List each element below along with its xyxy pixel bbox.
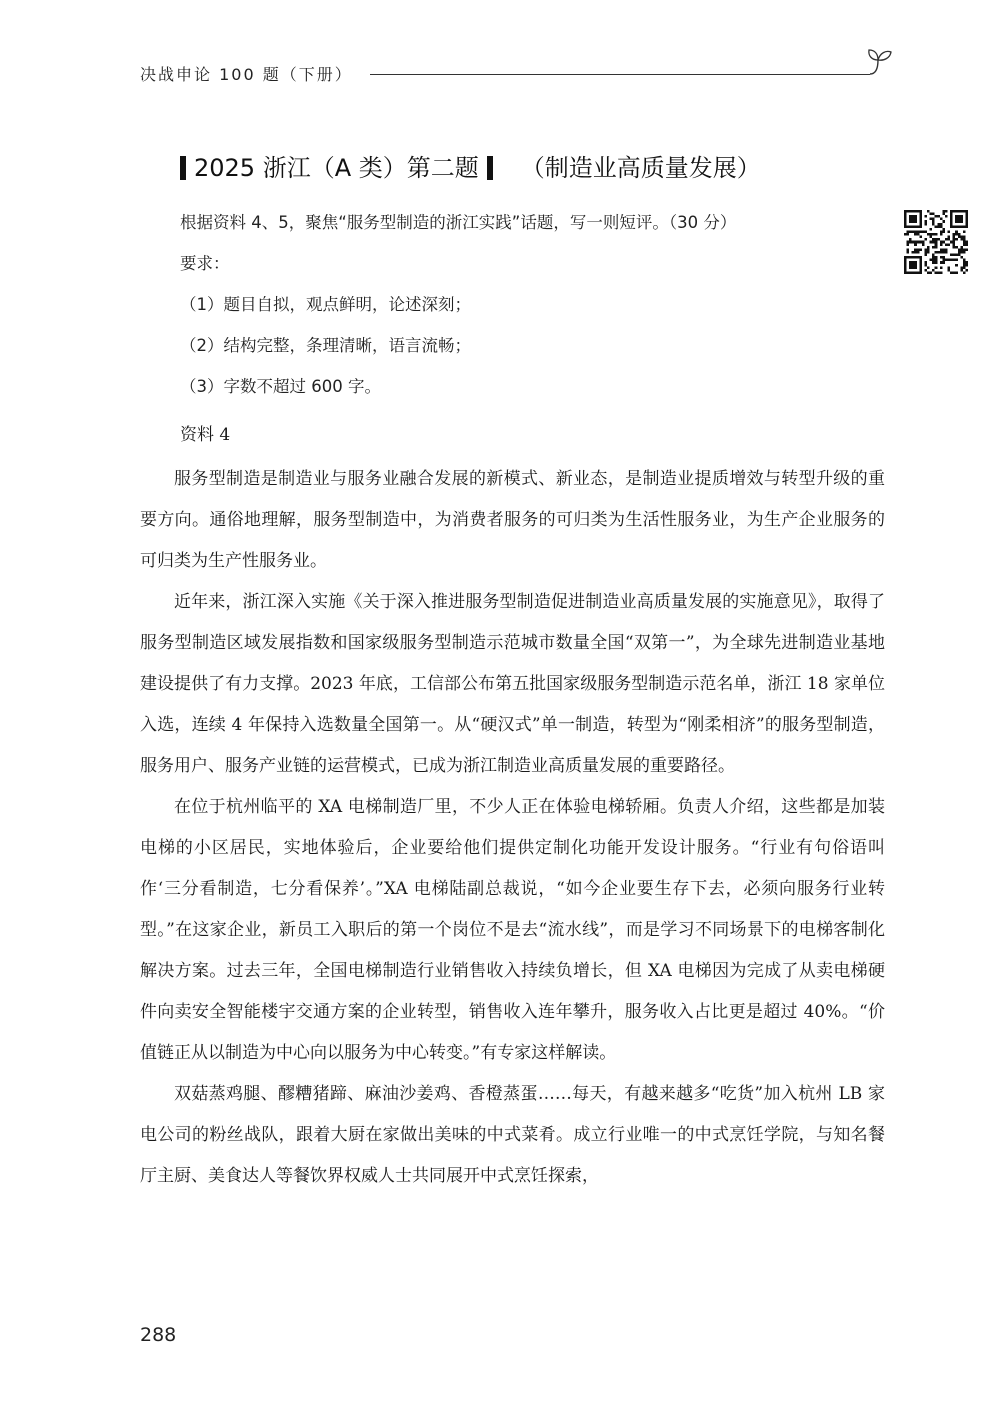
question-title-text: 2025 浙江（A 类）第二题 (194, 154, 479, 182)
title-bar-left (180, 156, 186, 180)
question-prompt: 根据资料 4、5，聚焦“服务型制造的浙江实践”话题，写一则短评。（30 分） (180, 213, 737, 232)
paragraph: 服务型制造是制造业与服务业融合发展的新模式、新业态，是制造业提质增效与转型升级的重要方向。通俗地理解，服务型制造中，为消费者服务的可归类为生活性服务业，为生产企业服务的可归类为生产性服务业。 (140, 469, 885, 571)
page-number: 288 (140, 1324, 177, 1346)
paragraph: 在位于杭州临平的 XA 电梯制造厂里，不少人正在体验电梯轿厢。负责人介绍，这些都是加装电梯的小区居民，实地体验后，企业要给他们提供定制化功能开发设计服务。“行业有句俗语叫作‘三分看制造，七分看保养’。”XA 电梯陆副总裁说，“如今企业要生存下去，必须向服务行业转型。”在这家企业，新员工入职后的第一个岗位不是去“流水线”，而是学习不同场景下的电梯客制化解决方案。过去三年，全国电梯制造行业销售收入持续负增长，但 XA 电梯因为完成了从卖电梯硬件向卖安全智能楼宇交通方案的企业转型，销售收入连年攀升，服务收入占比更是超过 40%。“价值链正从以制造为中心向以服务为中心转变。”有专家这样解读。 (140, 797, 885, 1063)
qr-code (904, 210, 968, 274)
paragraph: 双菇蒸鸡腿、醪糟猪蹄、麻油沙姜鸡、香橙蒸蛋……每天，有越来越多“吃货”加入杭州 LB 家电公司的粉丝战队，跟着大厨在家做出美味的中式菜肴。成立行业唯一的中式烹饪学院，与知名餐厅主厨、美食达人等餐饮界权威人士共同展开中式烹饪探索， (140, 1084, 885, 1186)
running-title: 决战申论 100 题（下册） (140, 65, 353, 84)
material-body (140, 459, 885, 1197)
question-prompt-block (180, 202, 860, 407)
paragraph: 近年来，浙江深入实施《关于深入推进服务型制造促进制造业高质量发展的实施意见》，取得了服务型制造区域发展指数和国家级服务型制造示范城市数量全国“双第一”，为全球先进制造业基地建设提供了有力支撑。2023 年底，工信部公布第五批国家级服务型制造示范名单，浙江 18 家单位入选，连续 4 年保持入选数量全国第一。从“硬汉式”单一制造，转型为“刚柔相济”的服务型制造，服务用户、服务产业链的运营模式，已成为浙江制造业高质量发展的重要路径。 (140, 592, 885, 776)
header-rule (370, 74, 870, 75)
material-label: 资料 4 (180, 425, 231, 445)
question-topic: （制造业高质量发展） (520, 154, 761, 182)
title-bar-right (487, 156, 493, 180)
sprout-icon (862, 44, 896, 78)
question-title (180, 148, 761, 183)
requirement-item: （1）题目自拟，观点鲜明，论述深刻； (180, 295, 471, 314)
requirement-item: （3）字数不超过 600 字。 (180, 377, 381, 396)
requirements-label: 要求： (180, 254, 230, 273)
requirement-item: （2）结构完整，条理清晰，语言流畅； (180, 336, 471, 355)
